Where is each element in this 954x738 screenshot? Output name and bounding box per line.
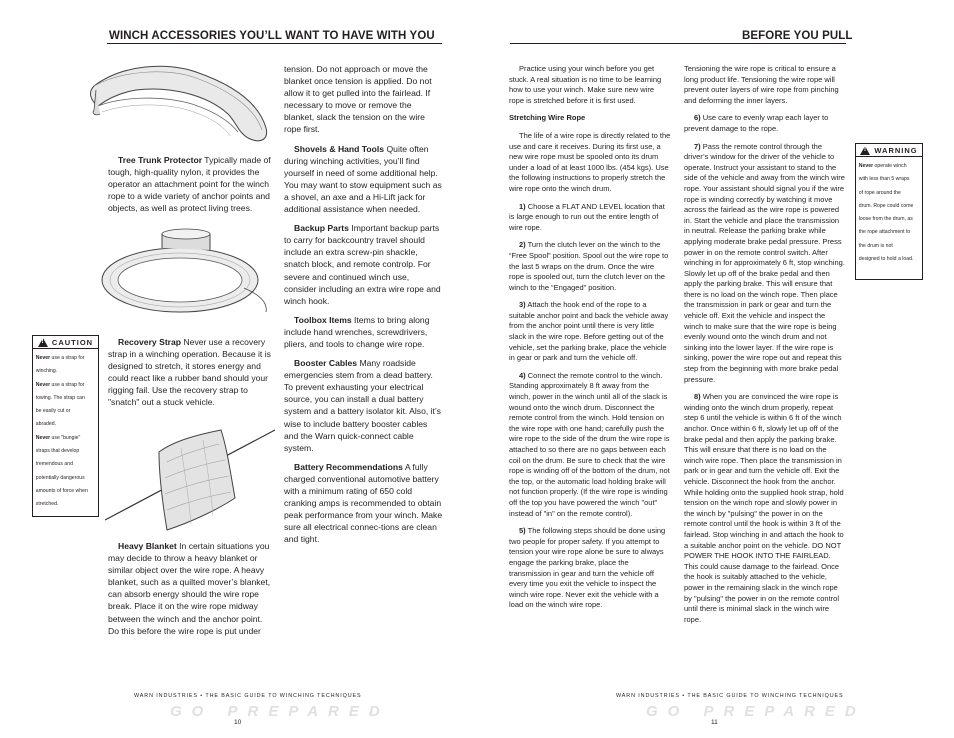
left-page-number: 10 (234, 719, 242, 726)
backup-parts-label: Backup Parts (294, 223, 349, 234)
heavy-blanket-section (108, 540, 271, 644)
recovery-strap-section (108, 336, 271, 416)
step-2: 2) Turn the clutch lever on the winch to the “Free Spool” position. Spool out the wire rope to the last 5 wraps on the drum. Once the wire rope is spooled out, turn the clutch lever on the winch to the “Engaged” position. (509, 240, 669, 292)
backup-parts-text: Important backup parts to carry for backcountry travel should include an extra screw-pin shackle, snatch block, and remote controlp. For severe and continued winch use, consider including an extra wire rope and winch hook. (284, 223, 441, 306)
caution-item-1: Never use a strap for winching. (35, 355, 85, 375)
heavy-blanket-text: In certain situations you may decide to throw a heavy blanket or similar object over the wire rope. A heavy blanket, such as a quilted mover’s blanket, can absorb energy should the wire rope break. Place it on the wire rope midway between the winch and the anchor point. Do this before the wire rope is put under (108, 541, 271, 636)
right-page-title: BEFORE YOU PULL (742, 30, 853, 42)
recovery-strap-label: Recovery Strap (118, 337, 182, 347)
warning-title: WARNING (874, 145, 918, 155)
left-title-rule (107, 43, 442, 44)
battery-text: A fully charged conventional automotive battery with a minimum rating of 650 cold cranking amps is recommended to obtain peak performance from your winch. Make sure all electrical connec-tions are clean and tight. (284, 461, 443, 545)
warning-header (856, 144, 922, 157)
left-tagline: GO PREPARED (170, 703, 390, 720)
heavy-blanket-image (105, 418, 275, 536)
tree-trunk-protector-text: Typically made of tough, high-quality nylon, it provides the operator an attachment point for the winch rope to a wide variety of anchor points and objects, as well as protect living trees. (108, 155, 271, 214)
heavy-blanket-label: Heavy Blanket (118, 541, 177, 551)
right-column-2 (684, 64, 846, 632)
shovels-text: Quite often during winching activities, you’ll find yourself in need of some additional help. You may want to stow equipment such as a shovel, an axe and a Hi-Lift jack for additional assistance when needed. (284, 143, 442, 215)
booster-cables-text: Many roadside emergencies stem from a dead battery. To prevent exhausting your electrical source, you can install a dual battery system and a battery isolator kit. Also, it’s wise to include battery booster cables and the Warn quick-connect cable system. (284, 358, 441, 453)
left-column-2 (284, 63, 444, 552)
caution-item-3: Never use "bungie" straps that develop tremendous and potentially dangerous amounts of force when stretched. (35, 434, 88, 508)
shovels-label: Shovels & Hand Tools (294, 143, 385, 154)
warning-triangle-icon (860, 146, 870, 155)
tree-trunk-protector-image (88, 56, 273, 151)
practice-intro: Practice using your winch before you get stuck. A real situation is no time to be learning how to use your winch. Make sure new wire rope is stretched before it is first used. (509, 64, 662, 105)
warning-box (855, 143, 923, 280)
stretching-intro: The life of a wire rope is directly related to the use and care it receives. During its first use, a new wire rope must be spooled onto its drum under a load of at least 1000 lbs. (454 kgs). Use the following instructions to properly stretch the wire rope onto the winch drum. (509, 130, 671, 193)
right-page-number: 11 (711, 719, 718, 726)
left-footer: WARN INDUSTRIES • THE BASIC GUIDE TO WINCHING TECHNIQUES (134, 693, 362, 699)
recovery-strap-text: Never use a recovery strap in a winching operation. Because it is designed to stretch, it stores energy and could react like a rubber band should your rigging fail. Use the recovery strap to "snatch" out a stuck vehicle. (108, 337, 271, 408)
caution-item-2: Never use a strap for towing. The strap can be easily cut or abraded. (35, 381, 85, 428)
step-6: 6) Use care to evenly wrap each layer to prevent damage to the rope. (684, 113, 829, 133)
step-1: 1) Choose a FLAT AND LEVEL location that is large enough to run out the entire length of wire rope. (509, 201, 665, 232)
right-footer: WARN INDUSTRIES • THE BASIC GUIDE TO WINCHING TECHNIQUES (616, 693, 844, 699)
tree-trunk-protector-section (108, 154, 271, 221)
step-5: 5) The following steps should be done using two people for proper safety. If you attempt to tension your wire rope alone be sure to always engage the parking brake, place the transmission in gear and turn the vehicle off every time you exit the vehicle to inspect the winch wire rope. Never exit the vehicle with a load on the winch wire rope. (509, 526, 666, 610)
right-title-rule (510, 43, 846, 44)
tensioning-intro: Tensioning the wire rope is critical to ensure a long product life. Tensioning the wire rope will prevent outer layers of wire rope from pinching and deforming the inner layers. (684, 64, 839, 105)
tree-trunk-protector-label: Tree Trunk Protector (118, 155, 203, 165)
recovery-strap-image (98, 228, 272, 324)
right-tagline: GO PREPARED (646, 703, 866, 720)
step-8: 8) When you are convinced the wire rope is winding onto the winch drum properly, repeat step 6 until the vehicle is within 6 ft of the winch anchor. Once within 6 ft, slowly let up off of the brake pedal and then apply the parking brake. This will ensure that there is no load on the winch wire rope. Then place the transmission in park or in gear and turn the vehicle off. Exit the vehicle. Disconnect the hook from the anchor. While holding onto the supplied hook strap, hold tension on the winch rope and slowly power in the winch by "pulsing" the power in on the remote control until the hook is within 3 ft of the fairlead. Stop winching in and attach the hook to a suitable anchor point on the vehicle. DO NOT POWER THE HOOK INTO THE FAIRLEAD. This could cause damage to the fairlead. Once the hook is suitably attached to the vehicle, power in the remaining slack in the winch rope by "pulsing" the power in on the remote control until there is minimal slack in the winch wire rope. (684, 392, 844, 624)
toolbox-label: Toolbox Items (294, 314, 352, 325)
warning-body: Never operate winch with less than 5 wraps of rope around the drum. Rope could come loose from the drum, as the rope attachment to the drum is not designed to hold a load. (858, 163, 914, 263)
caution-body (33, 349, 93, 515)
caution-triangle-icon (38, 338, 48, 347)
booster-cables-label: Booster Cables (294, 358, 358, 369)
toolbox-text: Items to bring along include hand wrenches, screwdrivers, pliers, and tools to change wire rope. (284, 314, 430, 349)
step-4: 4) Connect the remote control to the winch. Standing approximately 8 ft away from the winch, power in the winch until all of the slack is wound onto the winch drum. Disconnect the remote control from the winch. Hold tension on the wire rope with one hand; carefully push the wire rope to the side of the drum the wire rope is attached to so there are no gaps between each coil on the drum. Be sure to check that the wire rope is winding off of the bottom of the drum, not the top, or the automatic load holding brake will not function properly. (If the wire rope is winding off the top you have powered the winch "out" instead of "in" on the remote control). (509, 370, 670, 518)
step-3: 3) Attach the hook end of the rope to a suitable anchor point and back the vehicle away from the anchor point until there is very little slack in the wire rope. Before getting out of the vehicle, set the parking brake, place the vehicle in gear or park and turn the vehicle off. (509, 300, 669, 363)
left-page-title: WINCH ACCESSORIES YOU’LL WANT TO HAVE WITH YOU (109, 30, 435, 42)
blanket-continued-text: tension. Do not approach or move the blanket once tension is applied. Do not allow it to get pulled into the fairlead. If necessary to move or remove the blanket, slack the tension on the wire rope first. (284, 64, 432, 135)
caution-header (33, 336, 98, 349)
battery-label: Battery Recommendations (294, 461, 403, 472)
caution-title: CAUTION (51, 337, 94, 347)
stretching-heading: Stretching Wire Rope (509, 113, 586, 123)
step-7: 7) Pass the remote control through the driver’s window for the driver of the vehicle to operate. Instruct your assistant to stand to the side of the vehicle and away from the winch wire rope. Your assistant should signal you if the wire rope is winding correctly by watching it move across the fairlead as the wire rope is powered in. Start the vehicle and place the transmission in neutral. Release the parking brake while applying moderate brake pedal pressure. Press power in on the remote control switch. After winching in for approximately 6 ft, stop winching. Slowly let up off of the brake pedal and then apply the parking brake. This will ensure that there is no load on the winch rope. Then place the transmission in park or gear and turn the vehicle off. Exit the vehicle and inspect the winch to make sure that the wire rope is being evenly wound onto the winch drum and not sinking into the lower layer. If the wire rope is sinking, power the wire rope out and repeat this step from the beginning with more brake pedal pressure. (684, 141, 845, 384)
right-column-1 (509, 64, 671, 618)
caution-box (32, 335, 99, 517)
